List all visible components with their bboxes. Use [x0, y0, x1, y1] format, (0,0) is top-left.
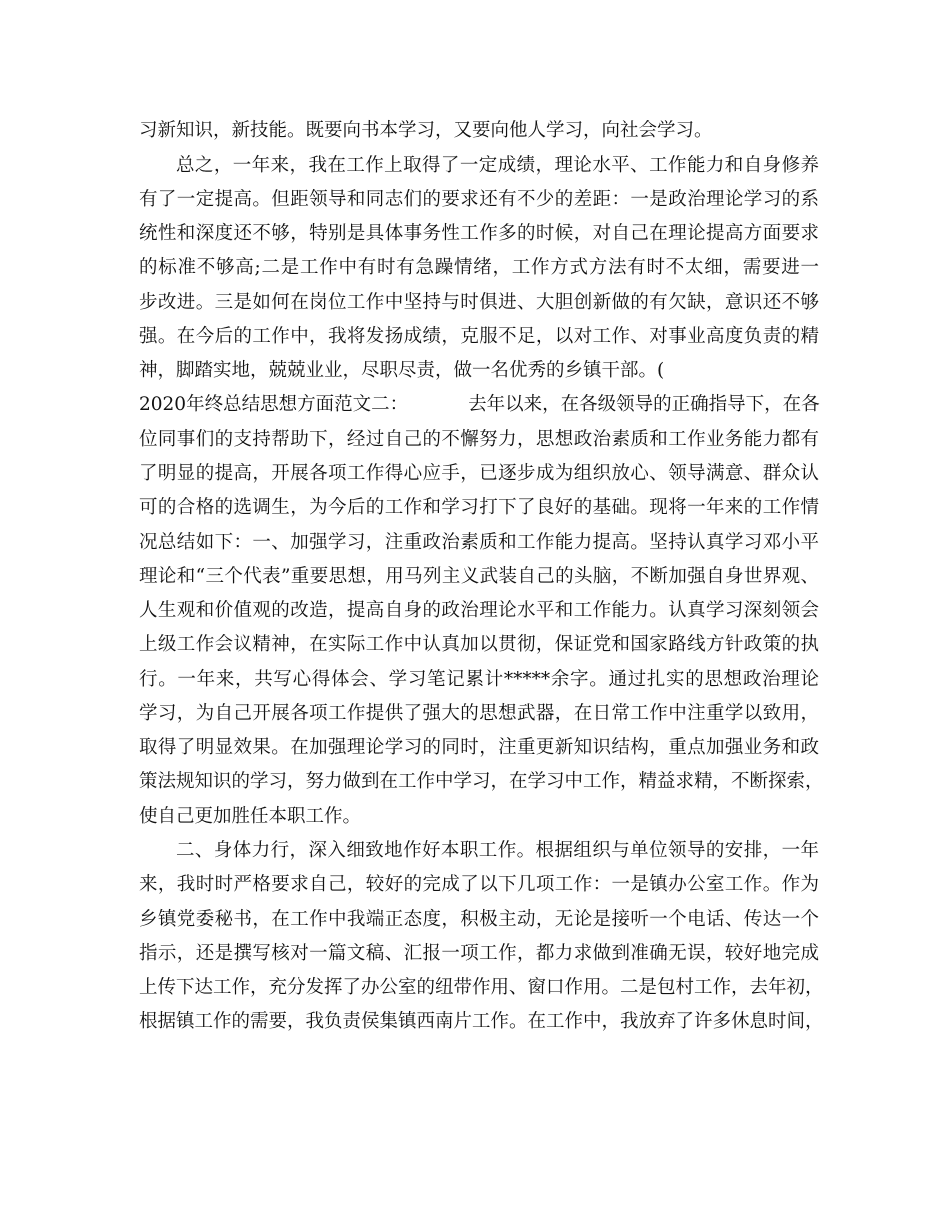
paragraph-line: 上传下达工作，充分发挥了办公室的纽带作用、窗口作用。二是包村工作，去年初， — [139, 977, 824, 998]
paragraph-line: 总之，一年来，我在工作上取得了一定成绩，理论水平、工作能力和自身修养 — [176, 155, 819, 176]
paragraph-line: 人生观和价值观的改造，提高自身的政治理论水平和工作能力。认真学习深刻领会 — [139, 600, 819, 621]
paragraph-line: 习新知识，新技能。既要向书本学习，又要向他人学习，向社会学习。 — [139, 120, 713, 141]
paragraph-line: 有了一定提高。但距领导和同志们的要求还有不少的差距：一是政治理论学习的系 — [139, 189, 819, 210]
paragraph-line: 强。在今后的工作中，我将发扬成绩，克服不足，以对工作、对事业高度负责的精 — [139, 326, 819, 347]
paragraph-line: 来，我时时严格要求自己，较好的完成了以下几项工作：一是镇办公室工作。作为 — [139, 874, 819, 895]
section-heading-line — [139, 394, 819, 416]
paragraph-line: 取得了明显效果。在加强理论学习的同时，注重更新知识结构，重点加强业务和政 — [139, 737, 819, 758]
paragraph-line: 学习，为自己开展各项工作提供了强大的思想武器，在日常工作中注重学以致用， — [139, 703, 819, 724]
paragraph-line: 根据镇工作的需要，我负责侯集镇西南片工作。在工作中，我放弃了许多休息时间， — [139, 1011, 824, 1032]
paragraph-line: 上级工作会议精神，在实际工作中认真加以贯彻，保证党和国家路线方针政策的执 — [139, 634, 819, 655]
paragraph-line: 况总结如下：一、加强学习，注重政治素质和工作能力提高。坚持认真学习邓小平 — [139, 532, 819, 553]
paragraph-line: 指示，还是撰写核对一篇文稿、汇报一项工作，都力求做到准确无误，较好地完成 — [139, 943, 819, 964]
paragraph-line: 统性和深度还不够，特别是具体事务性工作多的时候，对自己在理论提高方面要求 — [139, 223, 819, 244]
paragraph-line: 了明显的提高，开展各项工作得心应手，已逐步成为组织放心、领导满意、群众认 — [139, 463, 819, 484]
paragraph-line: 策法规知识的学习，努力做到在工作中学习，在学习中工作，精益求精，不断探索， — [139, 771, 824, 792]
paragraph-line: 的标准不够高;二是工作中有时有急躁情绪，工作方式方法有时不太细，需要进一 — [139, 257, 819, 278]
section-heading: 2020年终总结思想方面范文二： — [139, 394, 409, 415]
paragraph-line: 行。一年来，共写心得体会、学习笔记累计*****余字。通过扎实的思想政治理论 — [139, 669, 819, 690]
paragraph-line: 乡镇党委秘书，在工作中我端正态度，积极主动，无论是接听一个电话、传达一个 — [139, 909, 819, 930]
paragraph-line: 步改进。三是如何在岗位工作中坚持与时俱进、大胆创新做的有欠缺，意识还不够 — [139, 292, 819, 313]
paragraph-line: 位同事们的支持帮助下，经过自己的不懈努力，思想政治素质和工作业务能力都有 — [139, 429, 819, 450]
paragraph-line: 可的合格的选调生，为今后的工作和学习打下了良好的基础。现将一年来的工作情 — [139, 497, 819, 518]
paragraph-line: 使自己更加胜任本职工作。 — [139, 806, 362, 827]
paragraph-line: 神，脚踏实地，兢兢业业，尽职尽责，做一名优秀的乡镇干部。( — [139, 360, 665, 381]
paragraph-text: 去年以来，在各级领导的正确指导下，在各 — [468, 394, 820, 415]
paragraph-line: 二、身体力行，深入细致地作好本职工作。根据组织与单位领导的安排，一年 — [176, 840, 819, 861]
paragraph-line: 理论和“三个代表”重要思想，用马列主义武装自己的头脑，不断加强自身世界观、 — [139, 566, 819, 587]
